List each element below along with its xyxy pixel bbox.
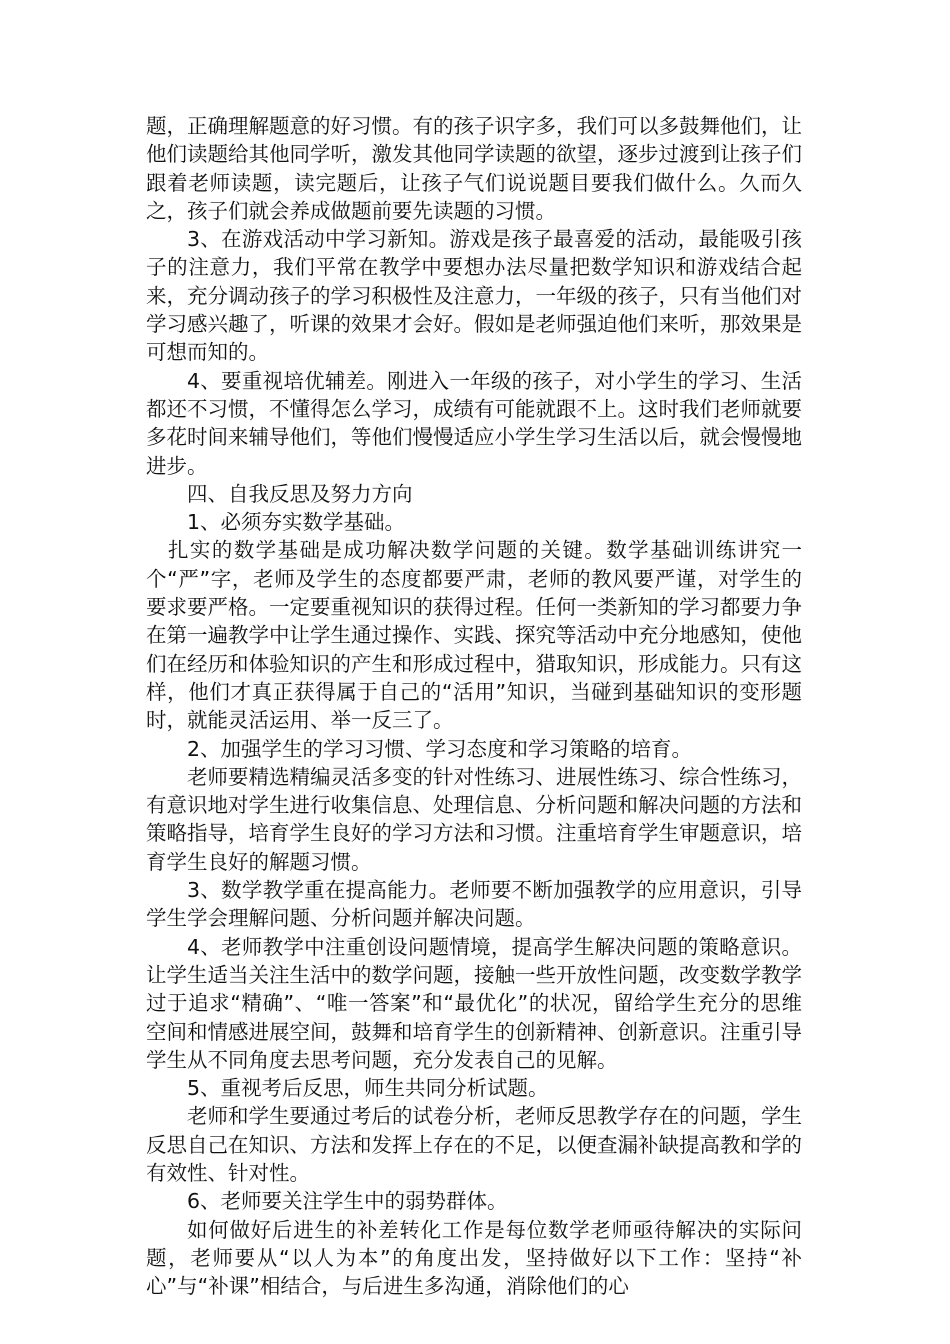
paragraph-math-foundation: 扎实的数学基础是成功解决数学问题的关键。数学基础训练讲究一个“严”字，老师及学生的态度都要严肃，老师的教风要严谨，对学生的要求要严格。一定要重视知识的获得过程。任何一类新知的学习都要力争在第一遍教学中让学生通过操作、实践、探究等活动中充分地感知，使他们在经历和体验知识的产生和形成过程中，猎取知识，形成能力。只有这样，他们才真正获得属于自己的“活用”知识，当碰到基础知识的变形题时，就能灵活运用、举一反三了。 [146, 538, 802, 733]
paragraph-weak-students: 如何做好后进生的补差转化工作是每位数学老师亟待解决的实际问题，老师要从“以人为本”的角度出发，坚持做好以下工作：坚持“补心”与“补课”相结合，与后进生多沟通，消除他们的心 [146, 1217, 802, 1299]
item-heading-weak-students: 6、老师要关注学生中的弱势群体。 [187, 1189, 508, 1214]
paragraph-improve-ability: 3、数学教学重在提高能力。老师要不断加强教学的应用意识，引导学生学会理解问题、分析问题并解决问题。 [146, 878, 802, 931]
paragraph-exam-reflection: 老师和学生要通过考后的试卷分析，老师反思教学存在的问题，学生反思自己在知识、方法和发挥上存在的不足，以便查漏补缺提高教和学的有效性、针对性。 [146, 1104, 802, 1185]
paragraph-study-habits: 老师要精选精编灵活多变的针对性练习、进展性练习、综合性练习，有意识地对学生进行收集信息、处理信息、分析问题和解决问题的方法和策略指导，培育学生良好的学习方法和习惯。注重培育学生审题意识，培育学生良好的解题习惯。 [146, 764, 802, 874]
item-heading-exam-reflection: 5、重视考后反思，师生共同分析试题。 [187, 1076, 549, 1101]
section-heading-reflection: 四、自我反思及努力方向 [187, 481, 413, 506]
paragraph-reading-habit: 题，正确理解题意的好习惯。有的孩子识字多，我们可以多鼓舞他们，让他们读题给其他同学听，激发其他同学读题的欲望，逐步过渡到让孩子们跟着老师读题，读完题后，让孩子气们说说题目要我们做什么。久而久之，孩子们就会养成做题前要先读题的习惯。 [146, 114, 802, 223]
paragraph-game-learning: 3、在游戏活动中学习新知。游戏是孩子最喜爱的活动，最能吸引孩子的注意力，我们平常在教学中要想办法尽量把数学知识和游戏结合起来，充分调动孩子的学习积极性及注意力，一年级的孩子，只有当他们对学习感兴趣了，听课的效果才会好。假如是老师强迫他们来听，那效果是可想而知的。 [146, 227, 802, 365]
paragraph-tutoring: 4、要重视培优辅差。刚进入一年级的孩子，对小学生的学习、生活都还不习惯，不懂得怎么学习，成绩有可能就跟不上。这时我们老师就要多花时间来辅导他们，等他们慢慢适应小学生学习生活以后，就会慢慢地进步。 [146, 368, 802, 478]
item-heading-math-foundation: 1、必须夯实数学基础。 [187, 510, 406, 535]
item-heading-study-habits: 2、加强学生的学习习惯、学习态度和学习策略的培育。 [187, 736, 693, 761]
paragraph-problem-situations: 4、老师教学中注重创设问题情境，提高学生解决问题的策略意识。让学生适当关注生活中的数学问题，接触一些开放性问题，改变数学教学过于追求“精确”、“唯一答案”和“最优化”的状况，留给学生充分的思维空间和情感进展空间，鼓舞和培育学生的创新精神、创新意识。注重引导学生从不同角度去思考问题，充分发表自己的见解。 [146, 934, 802, 1072]
document-page [146, 112, 802, 1300]
